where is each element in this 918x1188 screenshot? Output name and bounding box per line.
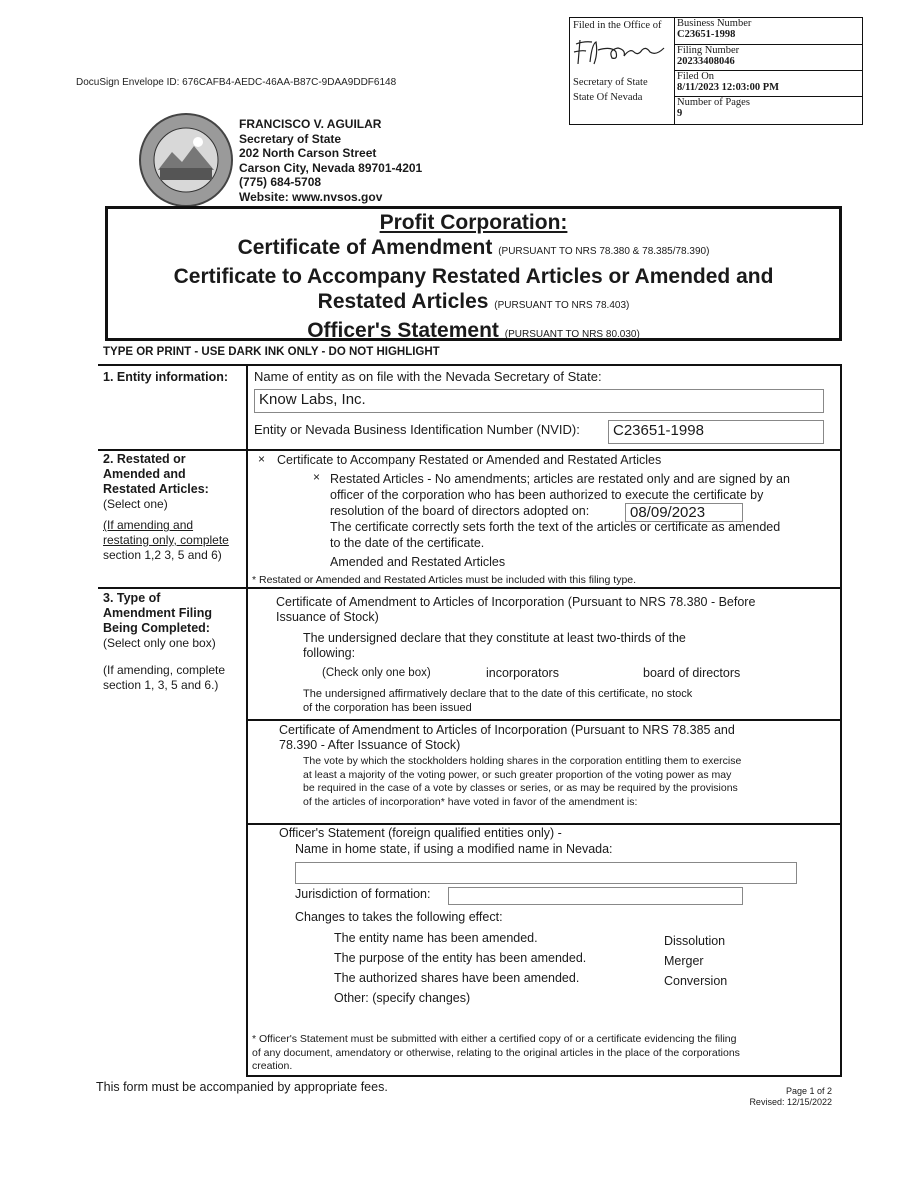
stamp-right [675,18,862,124]
restated-articles-checkbox[interactable]: × [313,470,321,484]
a-title-line2: Issuance of Stock) [276,610,379,624]
a-aff-line2: of the corporation has been issued [303,702,472,714]
title-restated-articles [108,289,839,318]
change-other-option[interactable]: Other: (specify changes) [334,991,471,1005]
title-line4-small: (PURSUANT TO NRS 78.403) [494,300,630,311]
restated-line2: officer of the corporation who has been authorized to execute the certificate by [330,488,764,502]
section2-label-l5: (If amending and [103,518,194,532]
section1-label [103,370,228,385]
sos-title: Secretary of State [239,131,342,146]
c-note-line1: * Officer's Statement must be submitted with either a certified copy of or a certificate evidencing the filing [252,1033,737,1045]
section3-label-l1: 3. Type of [103,591,161,605]
b-title-line1: Certificate of Amendment to Articles of Incorporation (Pursuant to NRS 78.385 and [279,723,735,737]
b-vote-text [303,755,741,809]
signature-icon [572,32,672,72]
page-number: Page 1 of 2 [785,1086,832,1096]
section3-label-l2: Amendment Filing [103,606,213,620]
stamp-filed-in: Filed in the Office of [573,20,662,31]
section3-label [103,591,225,693]
stamp-filing-number-label: Filing Number [677,45,740,56]
stamp-filed-on-label: Filed On [677,71,715,82]
title-officers-statement [108,318,839,347]
grid-row3b [246,823,842,825]
section3-label-l5: (If amending, complete [103,663,226,677]
section3-label-l4: (Select only one box) [103,636,216,650]
nvid-field[interactable]: C23651-1998 [608,420,824,444]
adopted-date-field[interactable]: 08/09/2023 [625,503,743,522]
stamp-state: State Of Nevada [573,92,643,103]
officers-statement-option[interactable]: Officer's Statement (foreign qualified entities only) - [279,826,562,840]
filing-stamp [569,17,863,125]
title-line2-small: (PURSUANT TO NRS 78.380 & 78.385/78.390) [498,246,710,257]
type-print-instruction: TYPE OR PRINT - USE DARK INK ONLY - DO NOT HIGHLIGHT [103,346,440,358]
amendment-before-stock[interactable] [276,595,755,625]
sos-address2: Carson City, Nevada 89701-4201 [239,160,423,175]
sos-website: Website: www.nvsos.gov [239,189,383,204]
title-certificate-accompany: Certificate to Accompany Restated Articles or Amended and [173,265,774,288]
restated-line1: Restated Articles - No amendments; articles are restated only and are signed by an [330,472,790,486]
fees-notice: This form must be accompanied by appropriate fees. [96,1080,388,1094]
a-affirmation [303,687,692,715]
stamp-business-number [675,18,862,45]
stamp-filing-number [675,45,862,71]
a-declaration [303,631,686,661]
merger-option[interactable]: Merger [664,954,704,968]
sos-address1: 202 North Carson Street [239,146,377,160]
stamp-pages-label: Number of Pages [677,97,750,108]
restated-line4: The certificate correctly sets forth the text of the articles or certificate as amended [330,520,781,534]
b-text-line2: at least a majority of the voting power, or such greater proportion of the voting power as may [303,768,732,781]
stamp-business-number-value: C23651-1998 [677,29,736,40]
restated-checkbox[interactable]: × [258,452,266,466]
dissolution-option[interactable]: Dissolution [664,934,726,948]
changes-options [334,928,586,1008]
a-check-one: (Check only one box) [322,667,431,679]
jurisdiction-field[interactable] [448,887,743,905]
secretary-of-state-block [239,117,422,204]
change-purpose-option[interactable]: The purpose of the entity has been amended. [334,951,587,965]
officers-statement-note [252,1033,740,1074]
title-certificate-amendment [108,235,839,264]
b-title-line2: 78.390 - After Issuance of Stock) [279,738,461,752]
section2-label [103,452,229,563]
sos-phone: (775) 684-5708 [239,175,322,189]
home-state-name-prompt: Name in home state, if using a modified name in Nevada: [295,842,613,856]
section2-label-l7: section 1,2 3, 5 and 6) [103,548,222,562]
stamp-secretary: Secretary of State [573,77,648,88]
restated-line5: to the date of the certificate. [330,536,485,550]
grid-bottom [246,1075,842,1077]
change-shares-option[interactable]: The authorized shares have been amended. [334,971,580,985]
nevada-seal-icon [138,112,234,208]
stamp-filing-number-value: 20233408046 [677,56,735,67]
section2-label-l6: restating only, complete [103,533,229,547]
stamp-filed-on [675,71,862,97]
grid-row1 [98,449,842,451]
opt-amended-restated[interactable]: Amended and Restated Articles [330,555,506,569]
title-line5-text: Officer's Statement [307,319,499,342]
change-type-options [664,931,727,991]
section2-label-l3: Restated Articles: [103,482,209,496]
change-name-option[interactable]: The entity name has been amended. [334,931,538,945]
grid-row3a [246,719,842,721]
nvid-prompt: Entity or Nevada Business Identification Number (NVID): [254,422,580,437]
title-profit-corporation: Profit Corporation: [379,211,568,234]
section3-label-l3: Being Completed: [103,621,210,635]
section2-label-l2: Amended and [103,467,186,481]
entity-name-prompt: Name of entity as on file with the Nevada Secretary of State: [254,369,602,384]
changes-prompt: Changes to takes the following effect: [295,910,503,924]
docusign-envelope-id: DocuSign Envelope ID: 676CAFB4-AEDC-46AA-B87C-9DAA9DDF6148 [76,77,397,88]
stamp-pages [675,97,862,124]
title-line4-text: Restated Articles [317,290,489,313]
form-title-box [105,206,842,341]
b-text-line4: of the articles of incorporation* have voted in favor of the amendment is: [303,795,638,808]
c-note-line2: of any document, amendatory or otherwise, relating to the original articles in the place of the corporations [252,1046,740,1059]
home-state-name-field[interactable] [295,862,797,884]
jurisdiction-prompt: Jurisdiction of formation: [295,887,431,901]
entity-name-field[interactable]: Know Labs, Inc. [254,389,824,413]
stamp-left [570,18,675,124]
b-text-line3: be required in the case of a vote by classes or series, or as may be required by the provisions [303,782,738,794]
title-line2-text: Certificate of Amendment [237,236,493,259]
b-text-line1: The vote by which the stockholders holding shares in the corporation entitling them to exercise [303,755,742,767]
section3-label-l6: section 1, 3, 5 and 6.) [103,678,219,692]
stamp-business-number-label: Business Number [677,18,752,29]
a-board-option[interactable]: board of directors [643,666,741,680]
a-aff-line1: The undersigned affirmatively declare that to the date of this certificate, no stock [303,688,693,700]
restated-line3-text: resolution of the board of directors adopted on: [330,504,590,518]
a-title-line1: Certificate of Amendment to Articles of Incorporation (Pursuant to NRS 78.380 - Before [276,595,756,609]
a-incorporators-option[interactable]: incorporators [486,666,559,680]
a-decl-line1: The undersigned declare that they constitute at least two-thirds of the [303,631,686,645]
amendment-after-stock[interactable] [279,723,735,753]
c-note-line3: creation. [252,1060,293,1072]
page-info [748,1086,832,1108]
revised-date: Revised: 12/15/2022 [749,1097,832,1107]
stamp-pages-value: 9 [677,108,683,119]
opt-certificate-accompany: Certificate to Accompany Restated or Amended and Restated Articles [277,453,662,467]
section2-note: * Restated or Amended and Restated Articles must be included with this filing type. [252,574,637,586]
section1-label-text: 1. Entity information: [103,370,228,384]
grid-top [98,364,842,366]
conversion-option[interactable]: Conversion [664,974,728,988]
section2-label-l1: 2. Restated or [103,452,186,466]
section2-label-l4: (Select one) [103,497,168,511]
stamp-filed-on-value: 8/11/2023 12:03:00 PM [677,82,780,93]
a-decl-line2: following: [303,646,356,660]
sos-name: FRANCISCO V. AGUILAR [239,117,382,131]
title-line5-small: (PURSUANT TO NRS 80.030) [504,329,640,340]
